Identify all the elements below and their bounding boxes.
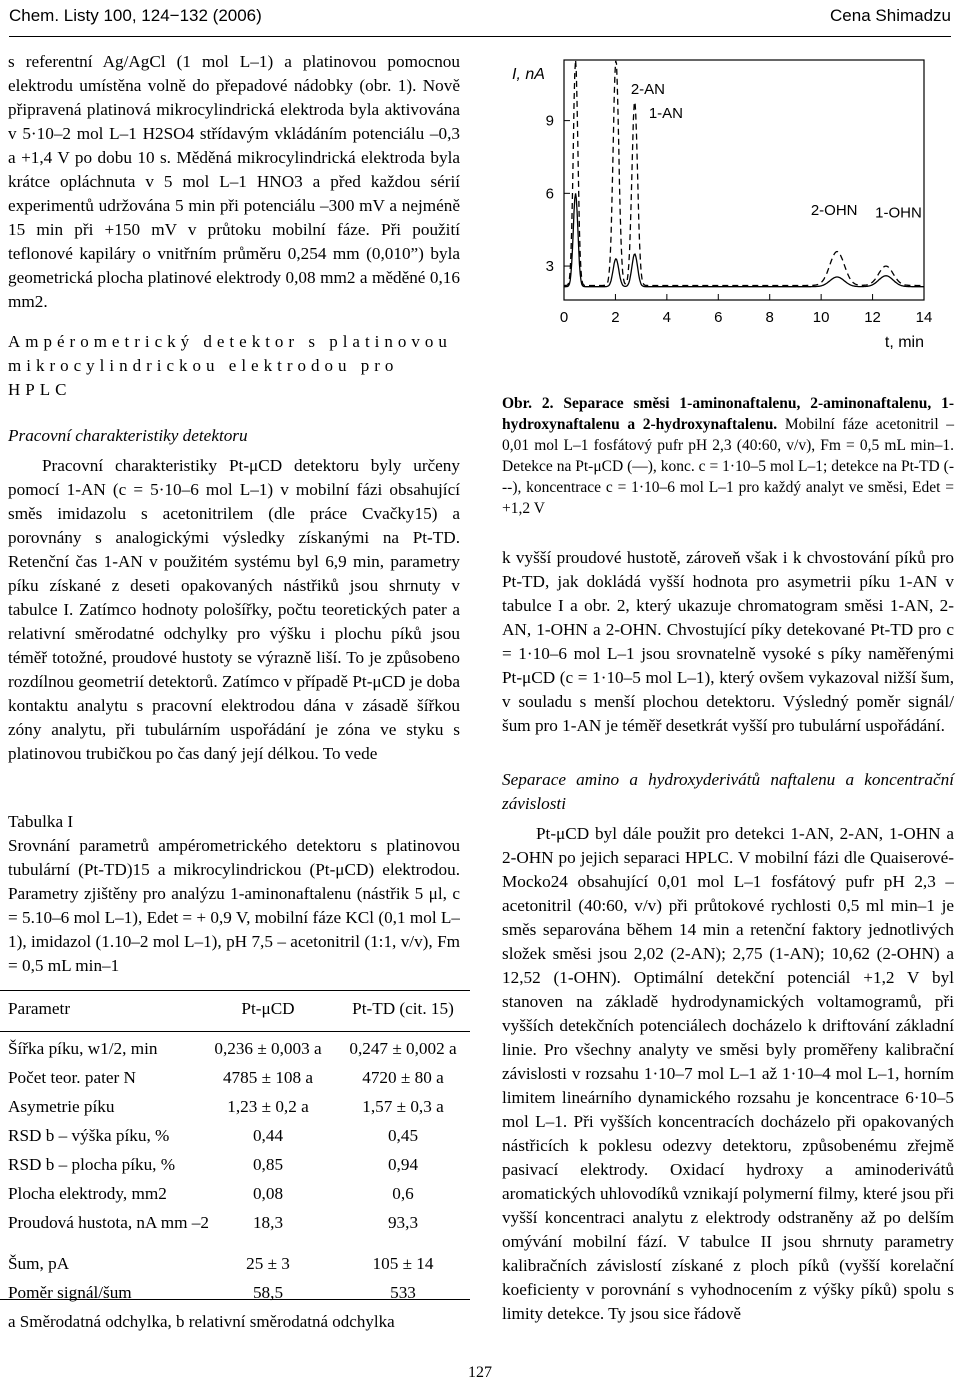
table-cell: Šířka píku, w1/2, min: [8, 1039, 158, 1058]
table-label: Tabulka I: [8, 812, 74, 831]
table-footnote: a Směrodatná odchylka, b relativní směrodatná odchylka: [8, 1312, 395, 1331]
table-cell: 4785 ± 108 a: [222, 1068, 314, 1087]
table-cell: 533: [390, 1283, 416, 1302]
page-number: 127: [468, 1364, 492, 1381]
table-cell: Počet teor. pater N: [8, 1068, 136, 1087]
x-tick-label: 0: [559, 309, 569, 326]
table-cell: Plocha elektrody, mm2: [8, 1184, 167, 1203]
table-rule-bottom: [0, 1299, 470, 1300]
table-cell: Poměr signál/šum: [8, 1283, 132, 1302]
table-cell: 1,23 ± 0,2 a: [227, 1097, 309, 1116]
peak-annotation: 2-AN: [630, 80, 666, 98]
table-cell: 0,85: [252, 1155, 284, 1174]
table-cell: 0,08: [252, 1184, 284, 1203]
running-header: [9, 6, 951, 37]
header-cell: Parametr: [8, 999, 71, 1018]
peak-annotation: 1-OHN: [875, 204, 922, 222]
table-cell: 0,247 ± 0,002 a: [349, 1039, 457, 1058]
table-rule-top: [0, 990, 470, 991]
table-cell: Šum, pA: [8, 1254, 70, 1273]
paragraph-discussion: k vyšší proudové hustotě, zároveň však i k chvostování píků pro Pt-TD, jak dokládá vyšší hodnota pro asymetrii píku 1-AN v tabulce I a obr. 2, který ukazuje chromatogram směsi 1-AN, 2-AN, 1-OHN a 2-OHN. Chvostující píky detekované Pt-TD pro c = 1·10–6 mol L–1 jsou srovnatelně vysoké s píky naměřenými Pt-μCD (c = 1·10–5 mol L–1), který ovšem vykazoval nižší šum, v souladu s menší plochou detektoru. Výsledný poměr signál/šum pro 1-AN je téměř desetkrát vyšší pro tubulární uspořádání.: [502, 548, 954, 735]
table-cell: 0,236 ± 0,003 a: [214, 1039, 322, 1058]
table-cell: 18,3: [252, 1213, 284, 1232]
series-line-solid: [564, 193, 924, 286]
x-tick-label: 12: [864, 309, 881, 326]
y-axis-label: I, nA: [512, 66, 545, 83]
x-tick-label: 2: [611, 309, 620, 326]
x-tick-label: 14: [915, 309, 933, 326]
table-cell: 0,45: [387, 1126, 419, 1145]
caption-text: Mobilní fáze acetonitril – 0,01 mol L–1 fosfátový pufr pH 2,3 (40:60, v/v), Fm = 0,5 mL min–1. Detekce na Pt-μCD (—), konc. c = 1·10–5 mol L–1; detekce na Pt-TD (---), koncentrace c = 1·10–6 mol L–1 pro každý analyt ve směsi, Edet = +1,2 V: [502, 416, 954, 517]
right-column: [502, 546, 954, 1326]
subsection-heading: Separace amino a hydroxyderivátů naftalenu a koncentrační závislosti: [502, 770, 954, 813]
section-heading: Ampérometrický detektor s platinovou mikrocylindrickou elektrodou pro HPLC: [8, 332, 452, 399]
table-cell: 0,94: [387, 1155, 419, 1174]
table-caption: Srovnání parametrů ampérometrického detektoru s platinovou tubulární (Pt-TD)15 a mikrocylindrickou (Pt-μCD) elektrodou. Parametry zjištěny pro analýzu 1-aminonaftalenu (nástřik 5 μl, c = 5.10–6 mol L–1), Edet = + 0,9 V, mobilní fáze KCl (0,1 mol L–1), imidazol (1.10–2 mol L–1), pH 7,5 – acetonitril (1:1, v/v), Fm = 0,5 mL min–1: [8, 836, 460, 975]
table-cell: 1,57 ± 0,3 a: [362, 1097, 444, 1116]
y-tick-label: 9: [545, 112, 554, 130]
table-cell: 0,6: [392, 1184, 414, 1203]
series-line-dashed: [564, 60, 924, 286]
table-rule-mid: [0, 1031, 470, 1032]
journal-citation: Chem. Listy 100, 124−132 (2006): [9, 6, 262, 25]
y-tick-label: 6: [545, 185, 554, 203]
x-axis-label: t, min: [884, 334, 924, 351]
table-cell: RSD b – plocha píku, %: [8, 1155, 176, 1174]
x-tick-label: 8: [765, 309, 774, 326]
chromatogram-chart: [502, 52, 954, 382]
table-cell: Proudová hustota, nA mm –2: [8, 1213, 209, 1232]
table-cell: RSD b – výška píku, %: [8, 1126, 170, 1145]
paragraph-characteristics: Pracovní charakteristiky Pt-μCD detektoru byly určeny pomocí 1-AN (c = 5·10–6 mol L–1) v mobilní fázi obsahující směs imidazolu s acetonitrilem (dle práce Cvačky15) a porovnány s analogickými výsledky získanými na Pt-TD. Retenční čas 1-AN v použitém systému byl 6,9 min, parametry píku získané z deseti opakovaných nástřiků jsou shrnuty v tabulce I. Zatímco hodnoty pološířky, počtu teoretických pater a relativní směrodatné odchylky pro výšku i plochu píků jsou téměř totožné, proudové hustoty se výrazně liší. To je způsobeno rozdílnou geometrií detektorů. Zatímco v případě Pt-μCD je doba kontaktu analytu s pracovní elektrodou dána v zásadě šířkou zóny analytu, při tubulárním uspořádání je zóna ve styku s platinovou trubičkou po čas daný její délkou. To vede: [8, 456, 460, 763]
paragraph-separation: Pt-μCD byl dále použit pro detekci 1-AN, 2-AN, 1-OHN a 2-OHN po jejich separaci HPLC. V mobilní fázi dle Quaiserové-Mocko24 obsahující 0,01 mol L–1 fosfátový pufr pH 2,3 – acetonitril (40:60, v/v) při průtokové rychlosti 0,5 ml min–1 je směs separována během 14 min a retenční faktory jednotlivých složek směsi jsou 2,02 (2-AN); 2,75 (1-AN); 10,62 (2-OHN) a 12,52 (1-OHN). Optimální detekční potenciál +1,2 V byl stanoven na základě hydrodynamických voltamogramů, při vyšších detekčních potenciálech docházelo k driftování základní linie. Pro všechny analyty ve směsi byly proměřeny kalibrační závislosti v rozsahu 1·10–7 mol L–1 až 1·10–4 mol L–1, horním limitem lineárního dynamického rozsahu je koncentrace 6·10–5 mol L–1. Při vyšších koncentracích docházelo při opakovaných nástřicích k poklesu odezvy detektoru, způsobenému zřejmě pasivací elektrody. Oxidací hydroxy a aminoderivátů aromatických uhlovodíků vznikají polymerní filmy, které jsou při vyšší koncentraci analytu z elektrody odstraněny až po delším omývání mobilní fází. V tabulce II jsou shrnuty parametry kalibračních závislostí získané z ploch píků (vyšší korelační koeficienty v porovnání s vyhodnocením z výšky píků) spolu s limity detekce. Ty jsou sice řádově: [502, 824, 954, 1323]
peak-annotation: 2-OHN: [810, 202, 858, 220]
header-cell: Pt-TD (cit. 15): [352, 999, 454, 1018]
peak-annotation: 1-AN: [648, 105, 684, 123]
paragraph-methods: s referentní Ag/AgCl (1 mol L–1) a platinovou pomocnou elektrodu umístěna volně do přepadové nádobky (obr. 1). Nově připravená platinová mikrocylindrická elektroda byla aktivována v 5·10–2 mol L–1 H2SO4 střídavým vkládáním potenciálu –0,3 a +1,4 V po dobu 10 s. Měděná mikrocylindrická elektroda byla krátce opláchnuta v 5 mol L–1 HNO3 a před každou sérií experimentů udržována 5 min při potenciálu –300 mV a nejméně 15 min při +150 mV v průtoku mobilní fáze. Při použití teflonové kapiláry o vnitřním průměru 0,254 mm (0,010”) byla geometrická plocha platinové elektrody 0,08 mm2 a měděné 0,16 mm2.: [8, 52, 460, 311]
figure-caption: [502, 393, 954, 519]
table-cell: 4720 ± 80 a: [362, 1068, 444, 1087]
caption-title: Separace směsi 1-aminonaftalenu, 2-aminonaftalenu, 1-hydroxynaftalenu a 2-hydroxynaftalenu.: [502, 395, 955, 433]
table-cell: 93,3: [387, 1213, 419, 1232]
table-cell: 105 ± 14: [372, 1254, 434, 1273]
table-cell: 58,5: [252, 1283, 284, 1302]
table-cell: 0,44: [252, 1126, 284, 1145]
section-name: Cena Shimadzu: [830, 6, 951, 25]
x-tick-label: 4: [662, 309, 672, 326]
table-cell: 25 ± 3: [246, 1254, 290, 1273]
x-tick-label: 10: [812, 309, 830, 326]
table-cell: Asymetrie píku: [8, 1097, 115, 1116]
y-tick-label: 3: [545, 258, 554, 276]
subsection-heading: Pracovní charakteristiky detektoru: [8, 426, 248, 445]
x-tick-label: 6: [714, 309, 723, 326]
caption-label: Obr. 2.: [502, 395, 554, 412]
header-cell: Pt-μCD: [241, 999, 295, 1018]
left-column: [8, 50, 460, 1002]
